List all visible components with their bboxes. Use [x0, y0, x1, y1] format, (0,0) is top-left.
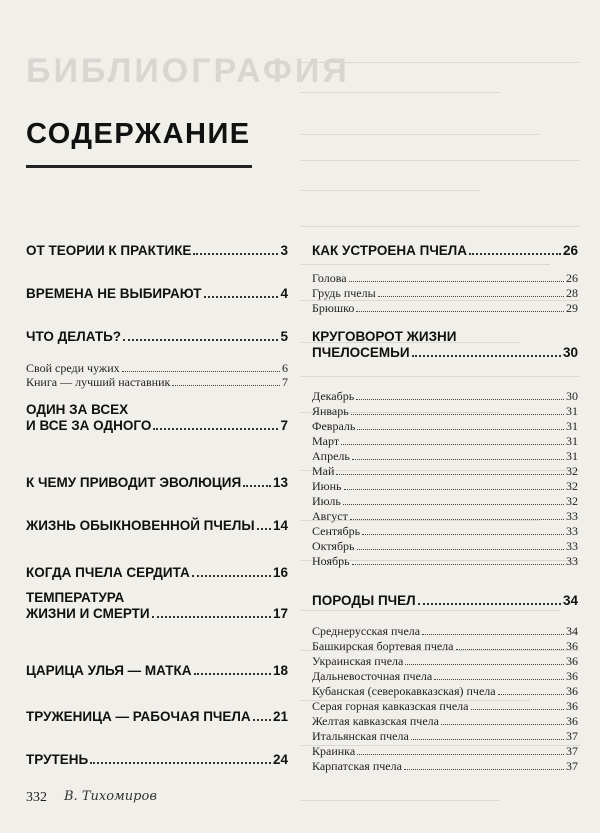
toc-leader-dots	[352, 564, 564, 565]
ghost-title: БИБЛИОГРАФИЯ	[26, 52, 350, 90]
toc-entry-title: ТРУЖЕНИЦА — РАБОЧАЯ ПЧЕЛА	[26, 709, 251, 724]
toc-entry-title: Кубанская (северокавказская) пчела	[312, 684, 496, 698]
toc-entry-title: Сентябрь	[312, 524, 361, 538]
toc-entry-title: Украинская пчела	[312, 654, 404, 668]
toc-subsection-entry[interactable]	[312, 509, 578, 523]
toc-page-number: 37	[566, 744, 578, 758]
toc-page-number: 33	[566, 554, 578, 568]
toc-entry-title: ПОРОДЫ ПЧЕЛ	[312, 593, 416, 608]
toc-entry-title: Дальневосточная пчела	[312, 669, 433, 683]
toc-entry-title: Башкирская бортевая пчела	[312, 639, 454, 653]
toc-leader-dots	[412, 355, 561, 357]
toc-entry-title: Итальянская пчела	[312, 729, 409, 743]
toc-section-entry[interactable]	[26, 475, 288, 491]
title-underline	[26, 165, 252, 168]
toc-entry-title: Апрель	[312, 449, 350, 463]
toc-leader-dots	[193, 253, 278, 255]
toc-subsection-entry[interactable]	[312, 479, 578, 493]
toc-entry-title: И ВСЕ ЗА ОДНОГО	[26, 418, 152, 433]
toc-page-number: 32	[566, 479, 578, 493]
toc-section-entry[interactable]	[26, 606, 288, 622]
toc-subsection-entry[interactable]	[312, 699, 578, 713]
toc-page-number: 33	[566, 539, 578, 553]
toc-entry-title: Ноябрь	[312, 554, 350, 568]
toc-heading-line: ОДИН ЗА ВСЕХ	[26, 402, 129, 417]
toc-section-entry[interactable]	[26, 286, 288, 302]
toc-subsection-entry[interactable]	[312, 554, 578, 568]
toc-page-number: 28	[566, 286, 578, 300]
toc-section-entry[interactable]	[26, 518, 288, 534]
toc-entry-title: Брюшко	[312, 301, 355, 315]
toc-page-number: 32	[566, 464, 578, 478]
toc-page-number: 34	[562, 593, 578, 608]
toc-page-number: 37	[566, 759, 578, 773]
toc-page-number: 7	[282, 375, 288, 389]
toc-leader-dots	[153, 428, 278, 430]
toc-entry-title: К ЧЕМУ ПРИВОДИТ ЭВОЛЮЦИЯ	[26, 475, 242, 490]
toc-page-number: 5	[280, 329, 288, 344]
toc-entry-title: КОГДА ПЧЕЛА СЕРДИТА	[26, 565, 190, 580]
toc-subsection-entry[interactable]	[26, 375, 288, 389]
toc-leader-dots	[357, 754, 564, 755]
toc-page-number: 30	[566, 389, 578, 403]
toc-page-number: 26	[566, 271, 578, 285]
toc-page-number: 36	[566, 684, 578, 698]
toc-page-number: 31	[566, 404, 578, 418]
toc-entry-title: Карпатская пчела	[312, 759, 402, 773]
toc-leader-dots	[350, 519, 564, 520]
toc-subsection-entry[interactable]	[312, 419, 578, 433]
toc-subsection-entry[interactable]	[312, 759, 578, 773]
toc-subsection-entry[interactable]	[312, 434, 578, 448]
toc-entry-title: Февраль	[312, 419, 356, 433]
toc-section-entry[interactable]	[312, 593, 578, 609]
toc-leader-dots	[336, 474, 564, 475]
toc-subsection-entry[interactable]	[312, 729, 578, 743]
toc-leader-dots	[404, 769, 564, 770]
toc-page-number: 31	[566, 449, 578, 463]
toc-entry-title: ЖИЗНЬ ОБЫКНОВЕННОЙ ПЧЕЛЫ	[26, 518, 255, 533]
toc-section-entry[interactable]	[26, 663, 288, 679]
toc-subsection-entry[interactable]	[312, 639, 578, 653]
toc-page-number: 29	[566, 301, 578, 315]
toc-leader-dots	[341, 444, 564, 445]
toc-entry-title: Свой среди чужих	[26, 361, 120, 375]
toc-subsection-entry[interactable]	[312, 449, 578, 463]
toc-entry-title: ЖИЗНИ И СМЕРТИ	[26, 606, 150, 621]
toc-section-entry[interactable]	[312, 345, 578, 361]
toc-page-number: 36	[566, 669, 578, 683]
toc-leader-dots	[122, 371, 280, 372]
toc-leader-dots	[351, 414, 564, 415]
toc-leader-dots	[356, 399, 564, 400]
toc-entry-title: ПЧЕЛОСЕМЬИ	[312, 345, 410, 360]
toc-section-entry[interactable]	[26, 418, 288, 434]
toc-heading-line: КРУГОВОРОТ ЖИЗНИ	[312, 329, 457, 344]
toc-entry-title: Краинка	[312, 744, 356, 758]
toc-section-entry[interactable]	[312, 243, 578, 259]
toc-leader-dots	[456, 649, 565, 650]
toc-entry-title: ВРЕМЕНА НЕ ВЫБИРАЮТ	[26, 286, 202, 301]
toc-page-number: 36	[566, 639, 578, 653]
toc-page-number: 4	[280, 286, 288, 301]
toc-page-number: 6	[282, 361, 288, 375]
toc-leader-dots	[405, 664, 564, 665]
toc-leader-dots	[204, 296, 279, 298]
running-footer-author: В. Тихомиров	[64, 789, 157, 804]
toc-leader-dots	[411, 739, 564, 740]
toc-leader-dots	[378, 296, 564, 297]
toc-leader-dots	[356, 311, 564, 312]
toc-leader-dots	[471, 709, 565, 710]
toc-page-number: 3	[280, 243, 288, 258]
toc-page-number: 33	[566, 509, 578, 523]
toc-entry-title: Май	[312, 464, 335, 478]
toc-leader-dots	[357, 429, 564, 430]
toc-entry-title: Серая горная кавказская пчела	[312, 699, 469, 713]
toc-page-number: 24	[272, 752, 288, 767]
toc-page-number: 32	[566, 494, 578, 508]
toc-entry-title: ЦАРИЦА УЛЬЯ — МАТКА	[26, 663, 192, 678]
toc-page-number: 7	[280, 418, 288, 433]
toc-entry-title: Книга — лучший наставник	[26, 375, 171, 389]
toc-subsection-entry[interactable]	[312, 271, 578, 285]
toc-leader-dots	[357, 549, 564, 550]
toc-leader-dots	[194, 673, 271, 675]
toc-subsection-entry[interactable]	[312, 524, 578, 538]
toc-page-number: 36	[566, 714, 578, 728]
toc-subsection-entry[interactable]	[312, 464, 578, 478]
toc-leader-dots	[253, 719, 271, 721]
toc-entry-title: Грудь пчелы	[312, 286, 376, 300]
toc-leader-dots	[422, 634, 564, 635]
toc-page-number: 31	[566, 434, 578, 448]
toc-page-number: 30	[562, 345, 578, 360]
toc-section-entry[interactable]	[26, 329, 288, 345]
toc-subsection-entry[interactable]	[312, 539, 578, 553]
toc-section-entry[interactable]	[26, 709, 288, 725]
toc-page-number: 17	[272, 606, 288, 621]
toc-entry-title: Голова	[312, 271, 347, 285]
toc-leader-dots	[441, 724, 564, 725]
toc-leader-dots	[257, 528, 271, 530]
toc-entry-title: Декабрь	[312, 389, 355, 403]
toc-subsection-entry[interactable]	[312, 404, 578, 418]
toc-page-number: 18	[272, 663, 288, 678]
toc-entry-title: Август	[312, 509, 348, 523]
toc-entry-title: Июль	[312, 494, 341, 508]
toc-page-number: 36	[566, 699, 578, 713]
toc-heading-line: ТЕМПЕРАТУРА	[26, 590, 125, 605]
toc-subsection-entry[interactable]	[312, 389, 578, 403]
toc-entry-title: ЧТО ДЕЛАТЬ?	[26, 329, 122, 344]
toc-leader-dots	[362, 534, 564, 535]
toc-page-number: 36	[566, 654, 578, 668]
toc-page-number: 16	[272, 565, 288, 580]
toc-subsection-entry[interactable]	[312, 714, 578, 728]
toc-subsection-entry[interactable]	[312, 301, 578, 315]
toc-entry-title: ТРУТЕНЬ	[26, 752, 89, 767]
toc-subsection-entry[interactable]	[312, 494, 578, 508]
toc-page-number: 26	[562, 243, 578, 258]
toc-leader-dots	[349, 281, 564, 282]
toc-page-number: 31	[566, 419, 578, 433]
toc-leader-dots	[192, 575, 271, 577]
toc-entry-title: ОТ ТЕОРИИ К ПРАКТИКЕ	[26, 243, 192, 258]
toc-leader-dots	[352, 459, 564, 460]
toc-leader-dots	[343, 504, 564, 505]
toc-leader-dots	[469, 253, 561, 255]
toc-section-entry[interactable]	[26, 243, 288, 259]
toc-leader-dots	[172, 385, 280, 386]
toc-subsection-entry[interactable]	[312, 684, 578, 698]
toc-leader-dots	[418, 603, 561, 605]
toc-section-entry[interactable]	[26, 565, 288, 581]
toc-page-number: 37	[566, 729, 578, 743]
toc-page-number: 21	[272, 709, 288, 724]
toc-leader-dots	[90, 762, 271, 764]
toc-subsection-entry[interactable]	[312, 744, 578, 758]
toc-subsection-entry[interactable]	[312, 669, 578, 683]
toc-subsection-entry[interactable]	[26, 361, 288, 375]
toc-leader-dots	[152, 616, 271, 618]
toc-leader-dots	[243, 485, 271, 487]
toc-leader-dots	[344, 489, 564, 490]
page-number: 332	[26, 790, 47, 805]
toc-entry-title: Октябрь	[312, 539, 355, 553]
toc-page-number: 14	[272, 518, 288, 533]
toc-subsection-entry[interactable]	[312, 286, 578, 300]
toc-entry-title: КАК УСТРОЕНА ПЧЕЛА	[312, 243, 468, 258]
toc-entry-title: Июнь	[312, 479, 342, 493]
toc-subsection-entry[interactable]	[312, 624, 578, 638]
page-title: СОДЕРЖАНИЕ	[26, 118, 251, 150]
toc-leader-dots	[434, 679, 564, 680]
toc-entry-title: Среднерусская пчела	[312, 624, 421, 638]
toc-page-number: 13	[272, 475, 288, 490]
toc-entry-title: Март	[312, 434, 340, 448]
toc-page-number: 33	[566, 524, 578, 538]
toc-leader-dots	[123, 339, 278, 341]
toc-section-entry[interactable]	[26, 752, 288, 768]
toc-entry-title: Январь	[312, 404, 349, 418]
toc-leader-dots	[498, 694, 564, 695]
toc-entry-title: Желтая кавказская пчела	[312, 714, 439, 728]
toc-subsection-entry[interactable]	[312, 654, 578, 668]
toc-page-number: 34	[566, 624, 578, 638]
